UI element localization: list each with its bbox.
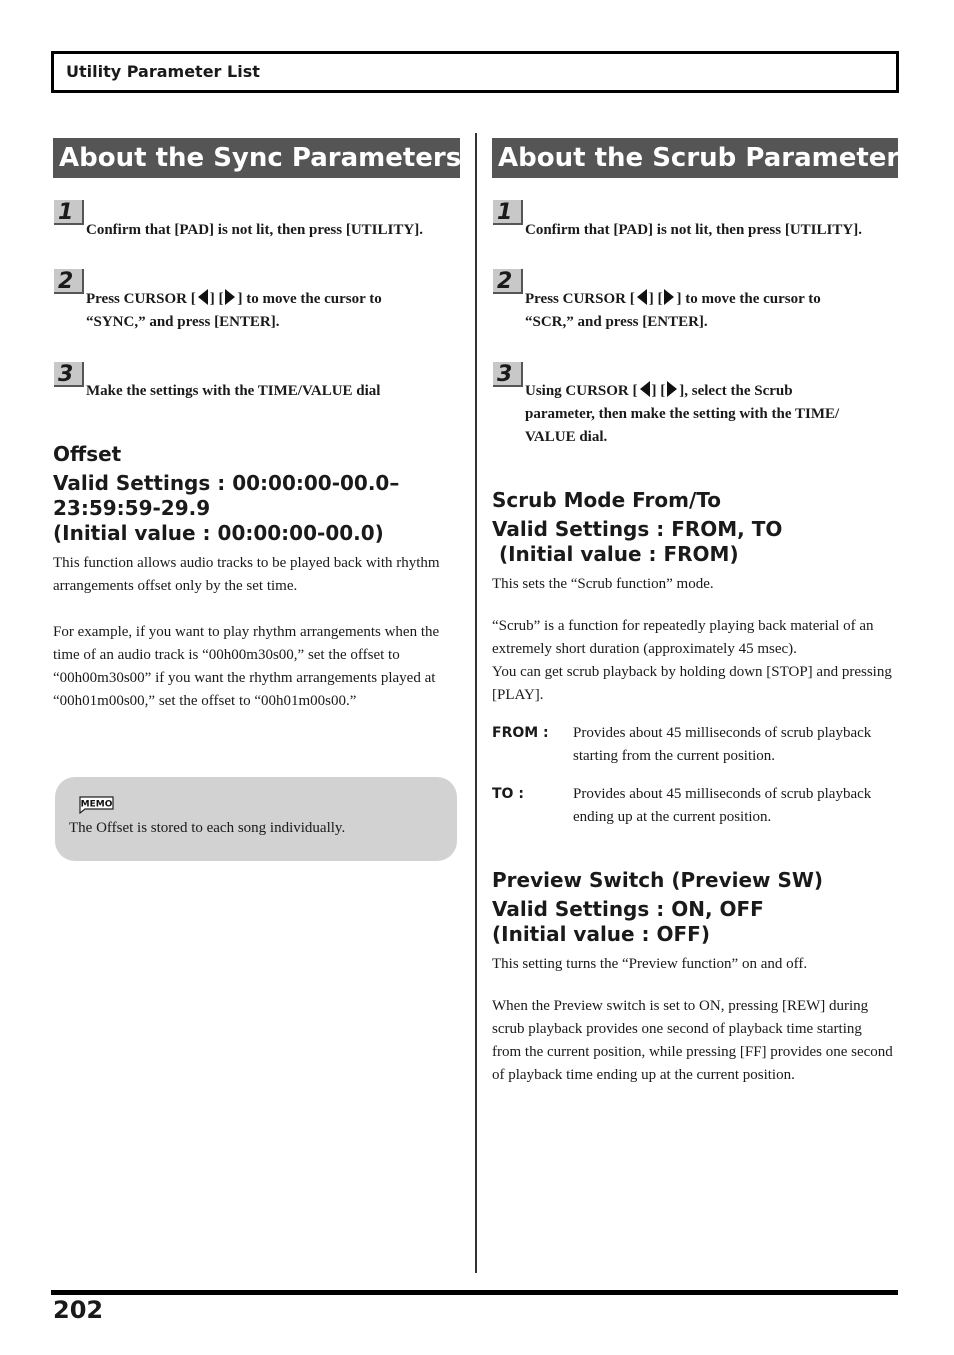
cursor-left-icon	[640, 381, 650, 397]
def-desc-to: Provides about 45 milliseconds of scrub playback ending up at the current position.	[573, 786, 872, 825]
offset-example: For example, if you want to play rhythm arrangements when the time of an audio track is “00h00m30s00,” set the offset to “00h00m30s00” if you want the rhythm arrangements played at “00h01m00s00,” set the offset to “00h01m00s00.”	[53, 624, 440, 709]
step-text-part: Press CURSOR [	[525, 291, 635, 307]
step-text-part: ] to move the cursor to	[676, 291, 821, 307]
sync-step-1-text: Confirm that [PAD] is not lit, then press [UTILITY].	[86, 222, 423, 238]
preview-explanation: When the Preview switch is set to ON, pressing [REW] during scrub playback provides one second of playback time starting from the current position, while pressing [FF] provides one second of playback time ending up at the current position.	[492, 998, 893, 1083]
valid-settings: Valid Settings : ON, OFF	[492, 897, 764, 921]
step-text-part: ] [	[209, 291, 224, 307]
scrub-mode-heading	[492, 488, 782, 567]
param-name: Scrub Mode From/To	[492, 488, 721, 512]
step-text-line3: VALUE dial.	[525, 429, 608, 445]
initial-value: (Initial value : 00:00:00-00.0)	[53, 521, 384, 545]
step-text-part: Press CURSOR [	[86, 291, 196, 307]
preview-switch-heading	[492, 868, 823, 947]
scrub-step-2-text	[525, 288, 821, 334]
cursor-right-icon	[667, 381, 677, 397]
scrub-step-3-text	[525, 380, 839, 449]
header-box	[51, 51, 899, 93]
footer-rule	[51, 1290, 898, 1295]
cursor-left-icon	[637, 289, 647, 305]
step-3-number: 3	[493, 362, 523, 387]
scrub-step-1-text: Confirm that [PAD] is not lit, then press [UTILITY].	[525, 222, 862, 238]
memo-text: The Offset is stored to each song individually.	[69, 820, 346, 836]
step-3-number: 3	[54, 362, 84, 387]
def-term-from: FROM :	[492, 725, 549, 741]
scrub-usage: You can get scrub playback by holding down [STOP] and pressing [PLAY].	[492, 664, 892, 703]
step-text-line2: parameter, then make the setting with the TIME/	[525, 406, 840, 422]
sync-step-2-text	[86, 288, 382, 334]
valid-settings: Valid Settings : 00:00:00-00.0–	[53, 471, 400, 495]
step-text-line2: “SYNC,” and press [ENTER].	[86, 314, 280, 330]
offset-description: This function allows audio tracks to be played back with rhythm arrangements offset only by the set time.	[53, 555, 440, 594]
header-title: Utility Parameter List	[66, 62, 260, 81]
cursor-right-icon	[664, 289, 674, 305]
step-text-line2: “SCR,” and press [ENTER].	[525, 314, 708, 330]
sync-step-3-text: Make the settings with the TIME/VALUE dial	[86, 383, 381, 399]
offset-param-heading	[53, 442, 399, 546]
param-name: Preview Switch (Preview SW)	[492, 868, 824, 892]
step-1-number: 1	[54, 200, 84, 225]
preview-description: This setting turns the “Preview function” on and off.	[492, 956, 808, 972]
initial-value: (Initial value : OFF)	[492, 922, 710, 946]
memo-box	[55, 777, 457, 861]
def-term-to: TO :	[492, 786, 524, 802]
sync-section-title: About the Sync Parameters	[53, 138, 460, 178]
memo-icon	[77, 794, 117, 814]
step-text-part: ], select the Scrub	[679, 383, 793, 399]
step-1-number: 1	[493, 200, 523, 225]
column-divider	[475, 133, 477, 1273]
step-text-part: Using CURSOR [	[525, 383, 638, 399]
def-desc-from: Provides about 45 milliseconds of scrub playback starting from the current position.	[573, 725, 872, 764]
page-number: 202	[53, 1296, 104, 1324]
cursor-right-icon	[225, 289, 235, 305]
scrub-mode-description: This sets the “Scrub function” mode.	[492, 576, 714, 592]
valid-settings-cont: 23:59:59-29.9	[53, 496, 211, 520]
cursor-left-icon	[198, 289, 208, 305]
step-text-part: ] [	[648, 291, 663, 307]
memo-label: MEMO	[80, 799, 113, 810]
scrub-section-title: About the Scrub Parameters	[492, 138, 898, 178]
initial-value: (Initial value : FROM)	[492, 542, 739, 566]
step-text-part: ] [	[651, 383, 666, 399]
step-text-part: ] to move the cursor to	[237, 291, 382, 307]
param-name: Offset	[53, 442, 122, 466]
step-2-number: 2	[493, 269, 523, 294]
scrub-explanation: “Scrub” is a function for repeatedly playing back material of an extremely short duration (approximately 45 msec).	[492, 618, 874, 657]
step-2-number: 2	[54, 269, 84, 294]
valid-settings: Valid Settings : FROM, TO	[492, 517, 783, 541]
